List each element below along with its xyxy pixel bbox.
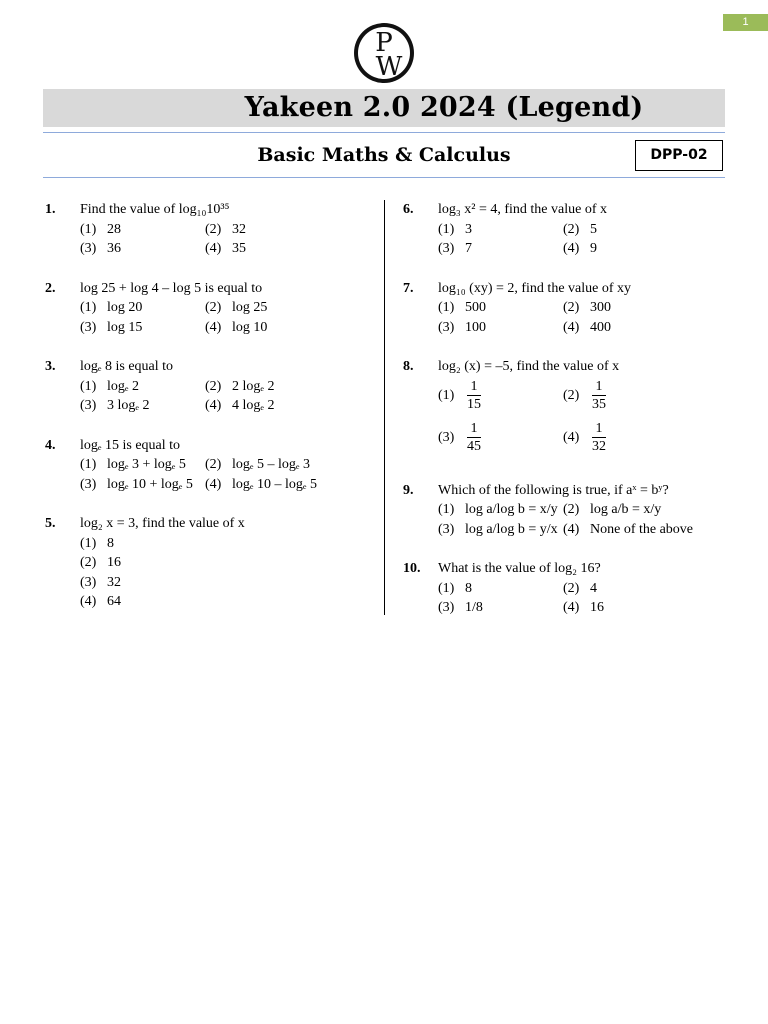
svg-text:W: W bbox=[375, 52, 403, 82]
question bbox=[45, 357, 375, 416]
option: (2) 300 bbox=[563, 300, 611, 315]
header-rule-top bbox=[43, 132, 725, 133]
question-number: 8. bbox=[403, 359, 414, 374]
question bbox=[403, 279, 733, 338]
dpp-badge: DPP-02 bbox=[635, 140, 723, 171]
option: (3) $\frac{1}{45}$ bbox=[438, 421, 481, 454]
question-number: 4. bbox=[45, 437, 56, 453]
option: (4) None of the above bbox=[563, 521, 694, 537]
question-text: log₁₀ (xy) = 2, find the value of xy bbox=[438, 280, 632, 296]
option: (3) logₑ 10 + logₑ 5 bbox=[80, 476, 193, 492]
question-text: log₂ x = 3, find the value of x bbox=[80, 516, 245, 531]
option: (4) 400 bbox=[563, 319, 611, 335]
question-text: log₂ (x) = –5, find the value of x bbox=[438, 359, 620, 374]
subject-title: Basic Maths & Calculus bbox=[257, 144, 511, 166]
option: (2) 16 bbox=[80, 555, 121, 570]
option: (1) 28 bbox=[80, 221, 121, 237]
option: (3) 3 logₑ 2 bbox=[80, 398, 150, 413]
question-number: 10. bbox=[403, 561, 421, 576]
option: (4) 4 logₑ 2 bbox=[205, 398, 275, 413]
question-text: logₑ 8 is equal to bbox=[80, 359, 174, 374]
fraction: $\frac{1}{35}$ bbox=[592, 379, 606, 412]
option: (4) 9 bbox=[563, 241, 597, 256]
question-text: log 25 + log 4 – log 5 is equal to bbox=[80, 280, 263, 296]
option: (3) 100 bbox=[438, 319, 486, 335]
option: (1) log 20 bbox=[80, 300, 143, 315]
option: (1) 3 bbox=[438, 221, 472, 237]
option: (2) 2 logₑ 2 bbox=[205, 378, 275, 394]
question-number: 1. bbox=[45, 202, 56, 217]
option: (2) log 25 bbox=[205, 300, 268, 315]
question bbox=[45, 200, 375, 259]
option: (2) $\frac{1}{35}$ bbox=[563, 379, 606, 412]
option: (2) logₑ 5 – logₑ 3 bbox=[205, 457, 310, 472]
option: (2) 32 bbox=[205, 221, 246, 237]
question-text: log₃ x² = 4, find the value of x bbox=[438, 202, 607, 217]
page-number: 1 bbox=[723, 14, 768, 31]
option: (1) $\frac{1}{15}$ bbox=[438, 379, 481, 412]
option: (3) 32 bbox=[80, 574, 121, 590]
question-text: logₑ 15 is equal to bbox=[80, 437, 181, 453]
question-text: Find the value of log₁₀10³⁵ bbox=[80, 202, 230, 217]
option: (1) log a/log b = x/y bbox=[438, 502, 558, 517]
question-text: What is the value of log₂ 16? bbox=[438, 561, 601, 576]
option: (2) log a/b = x/y bbox=[563, 502, 662, 517]
question bbox=[45, 514, 375, 612]
question bbox=[403, 200, 733, 259]
question-number: 2. bbox=[45, 280, 56, 296]
option: (2) 5 bbox=[563, 221, 597, 237]
option: (2) 4 bbox=[563, 580, 597, 596]
option: (3) 1/8 bbox=[438, 600, 483, 615]
option: (4) $\frac{1}{32}$ bbox=[563, 421, 606, 454]
option: (1) logₑ 3 + logₑ 5 bbox=[80, 457, 186, 472]
svg-text:P: P bbox=[375, 28, 393, 58]
question-number: 9. bbox=[403, 482, 414, 498]
question-number: 6. bbox=[403, 202, 414, 217]
question bbox=[403, 481, 733, 540]
option: (4) 64 bbox=[80, 594, 121, 609]
fraction: $\frac{1}{15}$ bbox=[467, 379, 481, 412]
option: (3) 36 bbox=[80, 241, 121, 256]
left-column bbox=[45, 200, 375, 632]
option: (4) 16 bbox=[563, 600, 604, 615]
question bbox=[45, 436, 375, 495]
option: (3) 7 bbox=[438, 241, 472, 256]
fraction: $\frac{1}{45}$ bbox=[467, 421, 481, 454]
question bbox=[403, 559, 733, 618]
option: (1) 8 bbox=[438, 580, 472, 596]
question-text: Which of the following is true, if aˣ = bʸ? bbox=[438, 482, 669, 498]
option: (1) logₑ 2 bbox=[80, 378, 139, 394]
option: (4) log 10 bbox=[205, 319, 268, 335]
right-column bbox=[403, 200, 733, 638]
column-divider bbox=[384, 200, 385, 615]
option: (4) 35 bbox=[205, 241, 246, 256]
header-rule-bottom bbox=[43, 177, 725, 178]
question-number: 3. bbox=[45, 359, 56, 374]
title-banner bbox=[43, 89, 725, 127]
fraction: $\frac{1}{32}$ bbox=[592, 421, 606, 454]
option: (3) log a/log b = y/x bbox=[438, 521, 558, 537]
question bbox=[45, 279, 375, 338]
option: (4) logₑ 10 – logₑ 5 bbox=[205, 476, 317, 492]
question bbox=[403, 357, 733, 461]
question-number: 5. bbox=[45, 516, 56, 531]
option: (1) 500 bbox=[438, 300, 486, 315]
option: (3) log 15 bbox=[80, 319, 143, 335]
page-title: Yakeen 2.0 2024 (Legend) bbox=[244, 92, 644, 123]
option: (1) 8 bbox=[80, 535, 114, 551]
pw-logo bbox=[353, 20, 415, 86]
question-number: 7. bbox=[403, 280, 414, 296]
